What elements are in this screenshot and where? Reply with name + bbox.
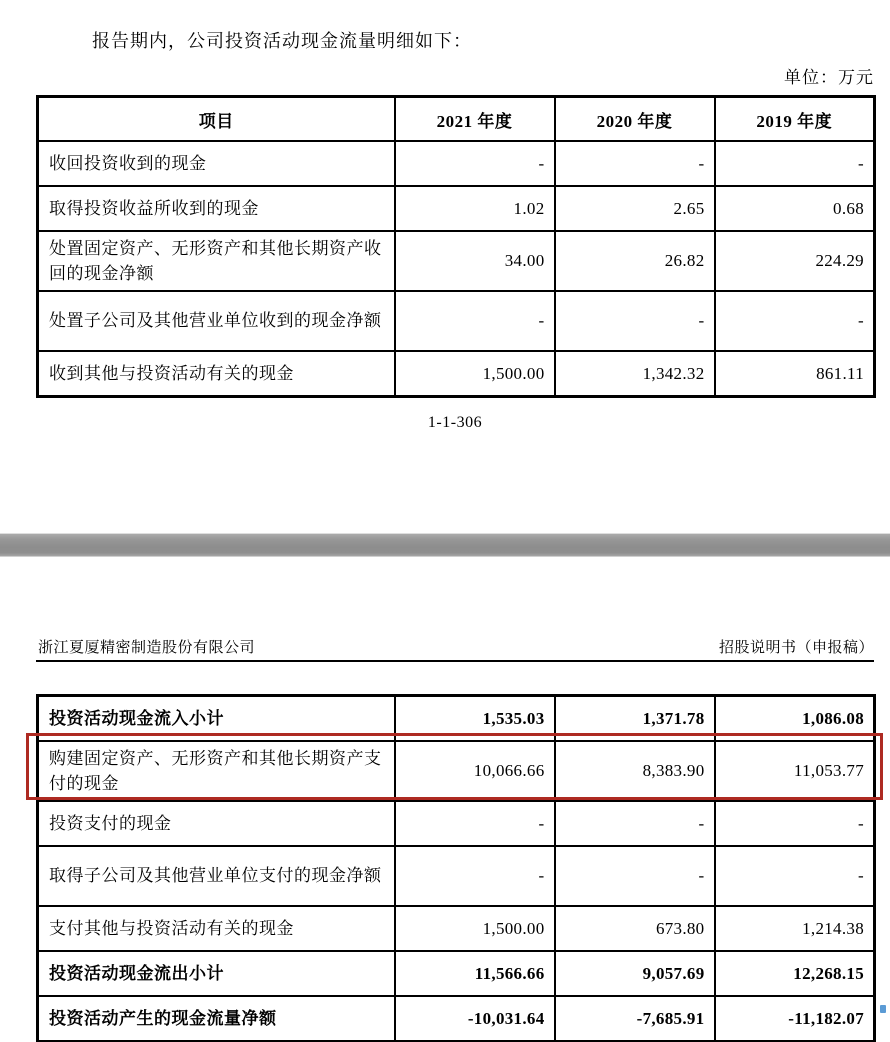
intro-paragraph: 报告期内，公司投资活动现金流量明细如下： (92, 31, 472, 51)
doc-header-company: 浙江夏厦精密制造股份有限公司 (38, 640, 256, 656)
cell-2021: - (395, 846, 555, 906)
cell-2021: 1.02 (395, 186, 555, 231)
row-label: 投资活动产生的现金流量净额 (38, 996, 395, 1042)
table-row (38, 231, 875, 291)
cell-2020: 8,383.90 (555, 741, 715, 801)
table-row (38, 141, 875, 186)
cell-2019: 861.11 (715, 351, 875, 397)
cell-2020: - (555, 846, 715, 906)
unit-label: 单位：万元 (784, 68, 874, 87)
cell-2021: - (395, 141, 555, 186)
col-header-item: 项目 (38, 97, 395, 142)
cell-2021: - (395, 801, 555, 846)
row-label: 投资活动现金流入小计 (38, 696, 395, 742)
cell-2019: - (715, 801, 875, 846)
table-row-subtotal-inflow (38, 696, 875, 742)
row-label: 取得投资收益所收到的现金 (38, 186, 395, 231)
cell-2019: 12,268.15 (715, 951, 875, 996)
row-label: 取得子公司及其他营业单位支付的现金净额 (38, 846, 395, 906)
cell-2020: 673.80 (555, 906, 715, 951)
cell-2021: 10,066.66 (395, 741, 555, 801)
cell-2020: - (555, 141, 715, 186)
row-label: 投资活动现金流出小计 (38, 951, 395, 996)
row-label: 支付其他与投资活动有关的现金 (38, 906, 395, 951)
cell-2019: 11,053.77 (715, 741, 875, 801)
cell-2020: 26.82 (555, 231, 715, 291)
row-label: 处置固定资产、无形资产和其他长期资产收回的现金净额 (38, 231, 395, 291)
cell-2019: 224.29 (715, 231, 875, 291)
cell-2019: 0.68 (715, 186, 875, 231)
row-label: 收到其他与投资活动有关的现金 (38, 351, 395, 397)
table-row (38, 291, 875, 351)
cell-2021: 1,535.03 (395, 696, 555, 742)
table-row (38, 801, 875, 846)
cell-2019: - (715, 846, 875, 906)
page-number: 1-1-306 (427, 414, 483, 431)
cell-2020: 1,342.32 (555, 351, 715, 397)
table-row (38, 186, 875, 231)
table-row (38, 846, 875, 906)
row-label: 投资支付的现金 (38, 801, 395, 846)
investment-cash-outflow-table (36, 694, 876, 1042)
cell-2020: -7,685.91 (555, 996, 715, 1042)
blue-marker-dot (880, 1005, 886, 1013)
cell-2021: - (395, 291, 555, 351)
cell-2019: - (715, 141, 875, 186)
cell-2021: 1,500.00 (395, 906, 555, 951)
table-row (38, 351, 875, 397)
col-header-2019: 2019 年度 (715, 97, 875, 142)
row-label: 处置子公司及其他营业单位收到的现金净额 (38, 291, 395, 351)
page-divider-bar (0, 533, 890, 557)
row-label: 收回投资收到的现金 (38, 141, 395, 186)
table-header-row (38, 97, 875, 142)
cell-2020: 9,057.69 (555, 951, 715, 996)
table-row (38, 906, 875, 951)
cell-2021: 1,500.00 (395, 351, 555, 397)
cell-2021: 11,566.66 (395, 951, 555, 996)
cell-2019: - (715, 291, 875, 351)
doc-header-doctype: 招股说明书（申报稿） (718, 640, 874, 656)
cell-2020: 2.65 (555, 186, 715, 231)
cell-2020: - (555, 291, 715, 351)
cell-2020: - (555, 801, 715, 846)
cell-2019: -11,182.07 (715, 996, 875, 1042)
investment-cash-inflow-table (36, 95, 876, 398)
col-header-2020: 2020 年度 (555, 97, 715, 142)
cell-2019: 1,214.38 (715, 906, 875, 951)
table-row-highlighted (38, 741, 875, 801)
cell-2021: 34.00 (395, 231, 555, 291)
table-row-subtotal-outflow (38, 951, 875, 996)
table-row-net-cashflow (38, 996, 875, 1042)
header-rule (36, 660, 874, 662)
cell-2019: 1,086.08 (715, 696, 875, 742)
col-header-2021: 2021 年度 (395, 97, 555, 142)
cell-2021: -10,031.64 (395, 996, 555, 1042)
cell-2020: 1,371.78 (555, 696, 715, 742)
row-label: 购建固定资产、无形资产和其他长期资产支付的现金 (38, 741, 395, 801)
